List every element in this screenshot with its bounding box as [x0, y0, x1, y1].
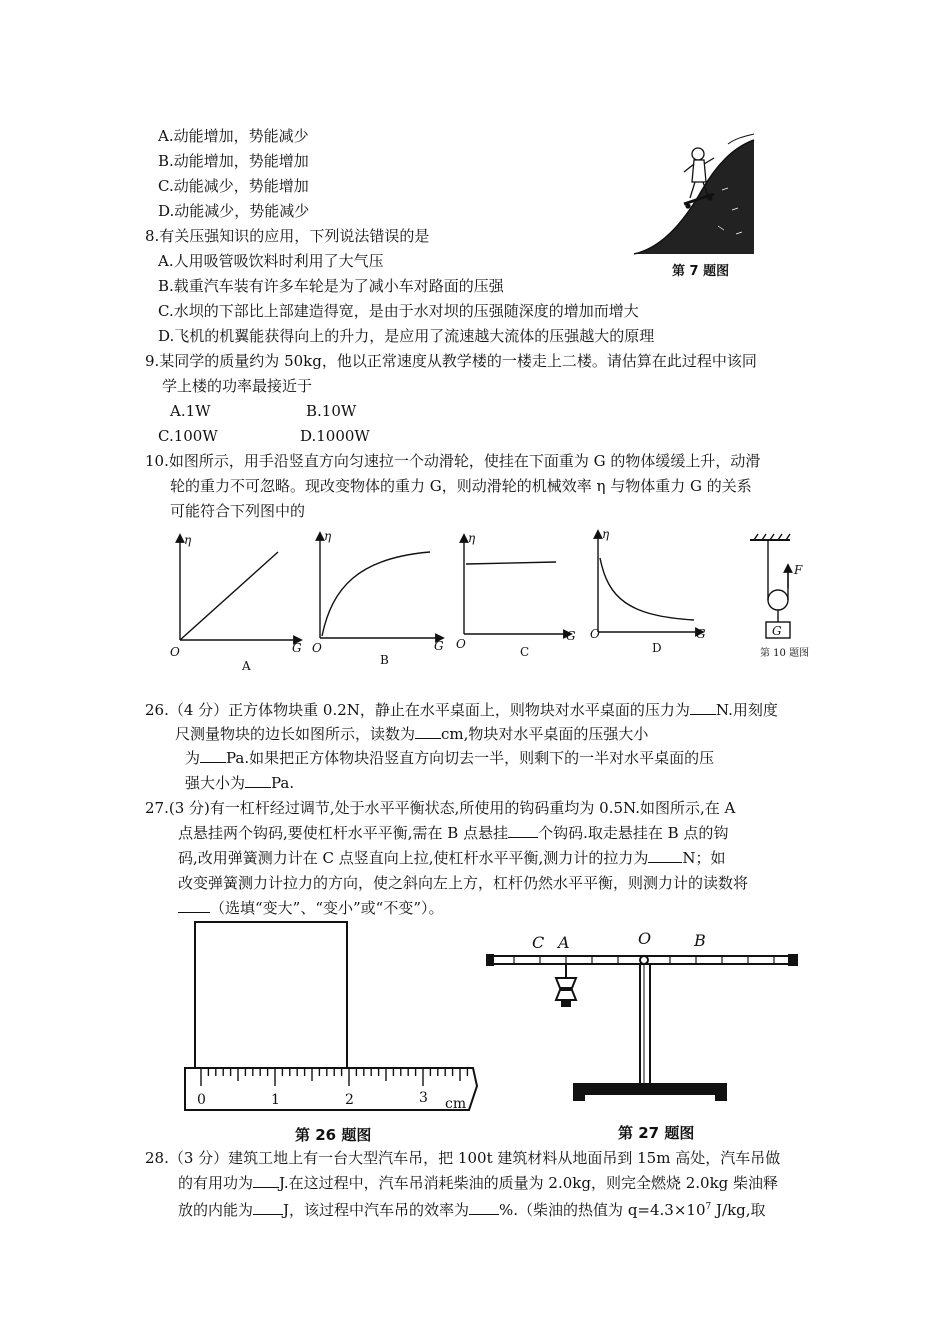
q8-stem: 8.有关压强知识的应用，下列说法错误的是	[145, 227, 430, 245]
q27-blank-1[interactable]	[508, 823, 538, 838]
q7-option-b: B.动能增加，势能增加	[158, 152, 309, 170]
q7-option-c: C.动能减少，势能增加	[158, 177, 309, 195]
q26-line2	[175, 724, 648, 744]
q27-line2	[178, 823, 728, 843]
q9-option-d: D.1000W	[300, 427, 370, 445]
q10-stem-line3: 可能符合下列图中的	[170, 502, 306, 520]
q26-line1-end: N.用刻度	[715, 701, 778, 719]
q27-line2-text: 点悬挂两个钩码,要使杠杆水平平衡,需在 B 点悬挂	[178, 824, 509, 842]
q26-line2-text: 尺测量物块的边长如图所示，读数为	[175, 725, 416, 743]
q26-line3-text: 为	[185, 749, 201, 767]
graph-a-y-label: η	[184, 533, 192, 547]
q9-option-c: C.100W	[158, 427, 218, 445]
q26-blank-2[interactable]	[415, 724, 441, 739]
graph-b-label: B	[380, 653, 389, 667]
lever-illustration	[484, 926, 804, 1126]
q9-option-b: B.10W	[306, 402, 357, 420]
lever-label-b: B	[694, 931, 706, 950]
q27-line2-end: 个钩码.取走悬挂在 B 点的钩	[538, 824, 729, 842]
q10-stem-line2: 轮的重力不可忽略。现改变物体的重力 G，则动滑轮的机械效率 η 与物体重力 G 的关系	[170, 477, 752, 495]
q9-option-a: A.1W	[170, 402, 211, 420]
q28-blank-2[interactable]	[253, 1200, 283, 1215]
q28-line3-end: J/kg,取	[711, 1201, 766, 1219]
lever-label-c: C	[532, 933, 545, 952]
graph-d-x-label: G	[696, 627, 706, 641]
q27-line1: 27.(3 分)有一杠杆经过调节,处于水平平衡状态,所使用的钩码重均为 0.5N.如图所示,在 A	[145, 799, 736, 817]
q27-figure	[484, 926, 804, 1150]
q28-line2-end: J.在这过程中，汽车吊消耗柴油的质量为 2.0kg，则完全燃烧 2.0kg 柴油释	[279, 1174, 779, 1192]
q10-graphs-svg	[168, 528, 818, 676]
ruler-tick-0: 0	[197, 1092, 206, 1108]
q26-line3-end: Pa.如果把正方体物块沿竖直方向切去一半，则剩下的一半对水平桌面的压	[226, 749, 715, 767]
pulley-force-label: F	[794, 563, 803, 577]
pulley-diagram	[750, 534, 790, 638]
q27-line4: 改变弹簧测力计拉力的方向，使之斜向左上方，杠杆仍然水平平衡，则测力计的读数将	[178, 874, 749, 892]
graph-d-label: D	[652, 641, 662, 655]
q9-stem-line1: 9.某同学的质量约为 50kg，他以正常速度从教学楼的一楼走上二楼。请估算在此过程中该同	[145, 352, 757, 370]
lever-label-a: A	[558, 933, 570, 952]
q26-line4-text: 强大小为	[185, 774, 246, 792]
graph-b-x-label: G	[434, 639, 444, 653]
ruler-tick-2: 2	[345, 1092, 354, 1108]
q26-blank-3[interactable]	[200, 748, 226, 763]
q28-line1: 28.（3 分）建筑工地上有一台大型汽车吊，把 100t 建筑材料从地面吊到 15m 高处，汽车吊做	[145, 1149, 781, 1167]
q28-line3-heat: %.（柴油的热值为 q=4.3×10	[499, 1201, 706, 1219]
lever-label-o: O	[638, 929, 652, 948]
graph-d	[598, 534, 700, 632]
q27-blank-2[interactable]	[648, 848, 682, 863]
q7-figure	[632, 130, 760, 278]
pulley-weight-label: G	[772, 624, 782, 638]
q27-line5	[178, 898, 444, 918]
q28-line2	[178, 1173, 778, 1193]
q26-figure	[183, 918, 483, 1150]
q28-exponent: 7	[705, 1202, 712, 1212]
graph-a-label: A	[242, 659, 251, 673]
graph-c-x-label: G	[566, 629, 576, 643]
q10-figure-caption: 第 10 题图	[760, 648, 810, 659]
q8-option-a: A.人用吸管吸饮料时利用了大气压	[158, 252, 384, 270]
q28-blank-3[interactable]	[469, 1200, 499, 1215]
graph-c-label: C	[520, 645, 530, 659]
q26-line4-end: Pa.	[271, 774, 295, 792]
ruler-tick-3: 3	[419, 1090, 428, 1106]
q27-line3	[178, 848, 725, 868]
skateboard-ramp-illustration	[632, 130, 760, 278]
q7-option-a: A.动能增加，势能减少	[158, 127, 309, 145]
q10-figures	[168, 528, 818, 676]
q8-option-d: D.飞机的机翼能获得向上的升力，是应用了流速越大流体的压强越大的原理	[158, 327, 655, 345]
graph-c	[464, 538, 568, 634]
ruler-unit: cm	[445, 1096, 467, 1112]
q26-line2-end: cm,物块对水平桌面的压强大小	[441, 725, 649, 743]
ruler-tick-1: 1	[271, 1092, 280, 1108]
graph-c-y-label: η	[468, 531, 476, 545]
q26-blank-1[interactable]	[690, 700, 716, 715]
q9-stem-line2: 学上楼的功率最接近于	[162, 377, 313, 395]
graph-a	[180, 538, 298, 640]
q26-blank-4[interactable]	[245, 773, 271, 788]
q26-line3	[185, 748, 714, 768]
q8-option-b: B.载重汽车装有许多车轮是为了减小车对路面的压强	[158, 277, 504, 295]
q7-figure-caption: 第 7 题图	[672, 264, 730, 279]
q27-line5-text: （选填“变大”、“变小”或“不变”）。	[210, 899, 444, 917]
q8-option-c: C.水坝的下部比上部建造得宽，是由于水对坝的压强随深度的增加而增大	[158, 302, 639, 320]
q28-line3-mid: J，该过程中汽车吊的效率为	[283, 1201, 470, 1219]
q27-figure-caption: 第 27 题图	[618, 1124, 695, 1142]
q27-line3-end: N；如	[682, 849, 726, 867]
graph-a-x-label: G	[292, 641, 302, 655]
q26-line1	[145, 700, 778, 720]
graph-b-origin: O	[312, 641, 322, 655]
cube-ruler-illustration	[183, 918, 483, 1123]
q28-line2-text: 的有用功为	[178, 1174, 254, 1192]
graph-a-origin: O	[170, 645, 180, 659]
q28-line3	[178, 1197, 766, 1220]
graph-c-origin: O	[456, 637, 466, 651]
q7-option-d: D.动能减少，势能减少	[158, 202, 310, 220]
q26-line4	[185, 773, 294, 793]
q26-line1-text: 26.（4 分）正方体物块重 0.2N，静止在水平桌面上，则物块对水平桌面的压力为	[145, 701, 690, 719]
graph-d-y-label: η	[602, 528, 610, 541]
q27-line3-text: 码,改用弹簧测力计在 C 点竖直向上拉,使杠杆水平平衡,测力计的拉力为	[178, 849, 649, 867]
graph-b-y-label: η	[324, 529, 332, 543]
q28-line3-text: 放的内能为	[178, 1201, 254, 1219]
q26-figure-caption: 第 26 题图	[295, 1126, 372, 1144]
graph-d-origin: O	[590, 627, 600, 641]
q28-blank-1[interactable]	[253, 1173, 279, 1188]
graph-b	[320, 536, 440, 638]
q27-blank-3[interactable]	[178, 898, 210, 913]
q10-stem-line1: 10.如图所示，用手沿竖直方向匀速拉一个动滑轮，使挂在下面重为 G 的物体缓缓上升，动滑	[145, 452, 761, 470]
